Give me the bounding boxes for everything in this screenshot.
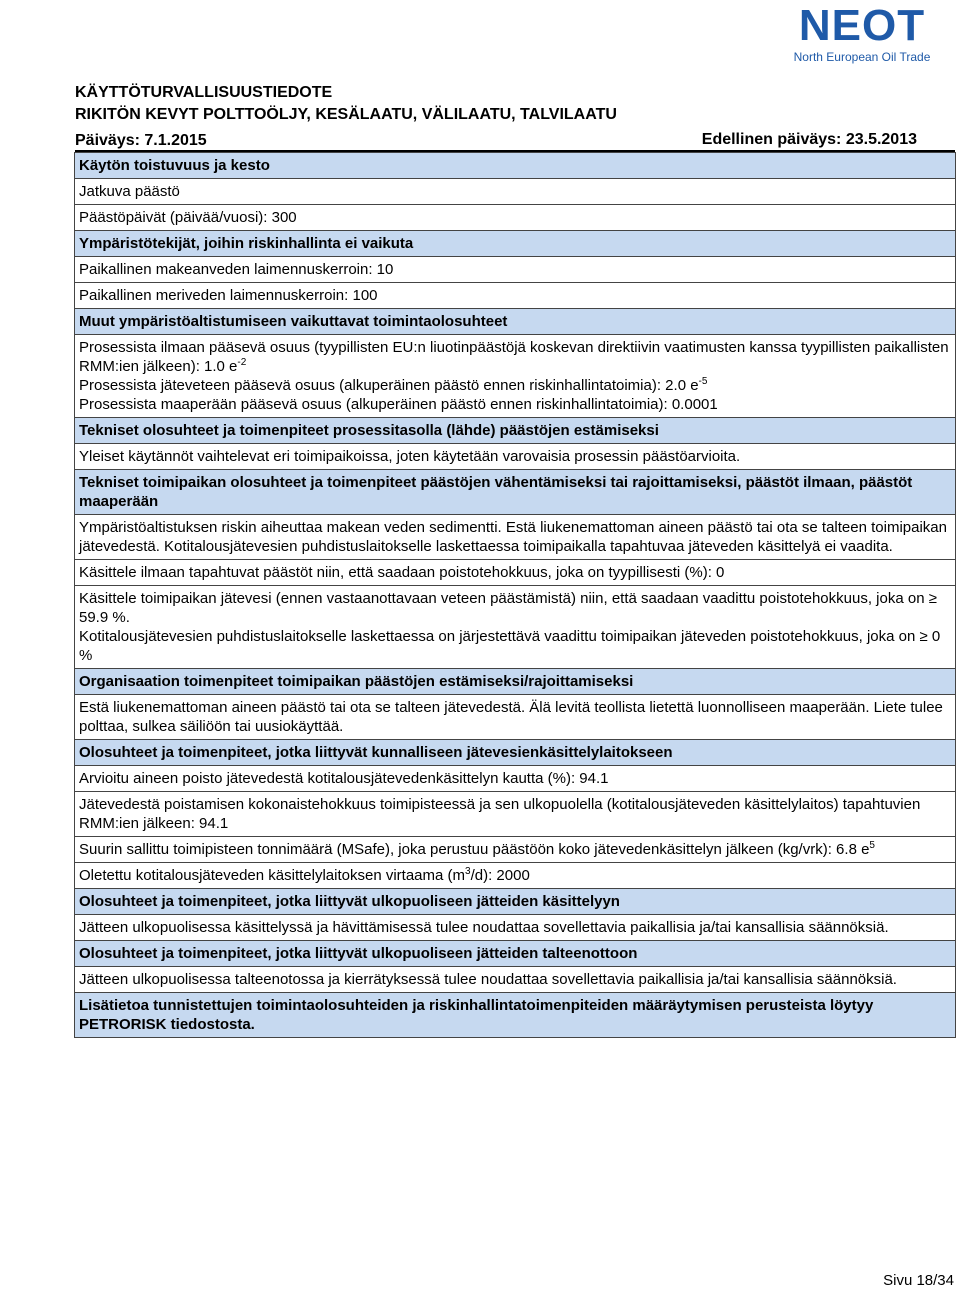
section-heading: Organisaation toimenpiteet toimipaikan päästöjen estämiseksi/rajoittamiseksi [75,669,956,695]
release-water-text: Prosessista jäteveteen pääsevä osuus (alkuperäinen päästö ennen riskinhallintatoimia): 2.0 e [79,377,699,394]
municipal-treatment-text: Kotitalousjätevesien puhdistuslaitokselle laskettaessa on järjestettävä vaadittu toimipaikan jäteveden poistotehokkuus, joka on ≥ 0 % [79,628,941,664]
table-cell [75,335,956,418]
date: Päiväys: 7.1.2015 [75,132,207,149]
release-air-text: Prosessista ilmaan pääsevä osuus (tyypillisten EU:n liuotinpäästöjä koskevan direktiivin vaatimusten kanssa tyypillisten paikallisten RMM:ien jälkeen): 1.0 e [79,339,949,375]
flow-text: Oletettu kotitalousjäteveden käsittelylaitoksen virtaama (m [79,867,466,884]
section-heading: Tekniset toimipaikan olosuhteet ja toimenpiteet päästöjen vähentämiseksi tai rajoittamiseksi, päästöt ilmaan, päästöt maaperään [75,470,956,515]
table-cell: Yleiset käytännöt vaihtelevat eri toimipaikoissa, joten käytetään varovaisia prosessin päästöarvioita. [75,444,956,470]
table-cell: Ympäristöaltistuksen riskin aiheuttaa makean veden sedimentti. Estä liukenemattoman aineen päästö tai ota se talteen toimipaikan jätevedestä. Kotitalousjätevesien puhdistuslaitokselle laskettaessa toimipaikalla tapahtuvaa jäteveden käsittelyä ei vaadita. [75,515,956,560]
product-name: RIKITÖN KEVYT POLTTOÖLJY, KESÄLAATU, VÄLILAATU, TALVILAATU [75,106,617,123]
neot-logo [792,1,932,68]
section-heading: Muut ympäristöaltistumiseen vaikuttavat toimintaolosuhteet [75,309,956,335]
logo-tagline: North European Oil Trade [793,50,931,64]
table-cell: Jätevedestä poistamisen kokonaistehokkuus toimipisteessä ja sen ulkopuolella (kotitalousjäteveden käsittelylaitos) tapahtuvien RMM:ien jälkeen: 94.1 [75,792,956,837]
logo-word: NEOT [798,1,926,50]
table-cell: Estä liukenemattoman aineen päästö tai ota se talteen jätevedestä. Älä levitä teollista lietettä luonnolliseen maaperään. Liete tulee polttaa, sulkea säiliöön tai uusiokäyttää. [75,695,956,740]
section-heading: Olosuhteet ja toimenpiteet, jotka liittyvät kunnalliseen jätevesienkäsittelylaitokseen [75,740,956,766]
page-number: Sivu 18/34 [883,1272,954,1289]
table-cell [75,586,956,669]
table-cell: Jätteen ulkopuolisessa käsittelyssä ja hävittämisessä tulee noudattaa sovellettavia paikallisia ja/tai kansallisia säännöksiä. [75,915,956,941]
section-heading: Lisätietoa tunnistettujen toimintaolosuhteiden ja riskinhallintatoimenpiteiden määräytymisen perusteista löytyy PETRORISK tiedostosta. [75,993,956,1038]
table-cell: Käsittele ilmaan tapahtuvat päästöt niin, että saadaan poistotehokkuus, joka on tyypillisesti (%): 0 [75,560,956,586]
msafe-text: Suurin sallittu toimipisteen tonnimäärä (MSafe), joka perustuu päästöön koko jätevedenkäsittelyn jälkeen (kg/vrk): 6.8 e [79,841,870,858]
doc-type: KÄYTTÖTURVALLISUUSTIEDOTE [75,84,333,101]
table-cell: Jatkuva päästö [75,179,956,205]
table-cell [75,837,956,863]
release-soil-text: Prosessista maaperään pääsevä osuus (alkuperäinen päästö ennen riskinhallintatoimia): 0.0001 [79,396,718,413]
exponent: 5 [869,840,875,851]
table-cell: Paikallinen meriveden laimennuskerroin: 100 [75,283,956,309]
exposure-scenario-table [74,152,956,1038]
flow-text-end: /d): 2000 [470,867,530,884]
section-heading: Olosuhteet ja toimenpiteet, jotka liittyvät ulkopuoliseen jätteiden käsittelyyn [75,889,956,915]
exponent: -5 [698,376,708,387]
table-cell: Arvioitu aineen poisto jätevedestä kotitalousjätevedenkäsittelyn kautta (%): 94.1 [75,766,956,792]
table-cell: Jätteen ulkopuolisessa talteenotossa ja kierrätyksessä tulee noudattaa sovellettavia paikallisia ja/tai kansallisia säännöksiä. [75,967,956,993]
section-heading: Ympäristötekijät, joihin riskinhallinta ei vaikuta [75,231,956,257]
section-heading: Tekniset olosuhteet ja toimenpiteet prosessitasolla (lähde) päästöjen estämiseksi [75,418,956,444]
table-cell [75,863,956,889]
exponent: -2 [237,357,247,368]
section-heading: Käytön toistuvuus ja kesto [75,153,956,179]
wastewater-treatment-text: Käsittele toimipaikan jätevesi (ennen vastaanottavaan veteen päästämistä) niin, että saadaan vaadittu poistotehokkuus, joka on ≥ 59.9 %. [79,590,937,626]
table-cell: Päästöpäivät (päivää/vuosi): 300 [75,205,956,231]
section-heading: Olosuhteet ja toimenpiteet, jotka liittyvät ulkopuoliseen jätteiden talteenottoon [75,941,956,967]
previous-date: Edellinen päiväys: 23.5.2013 [701,131,917,148]
exponent: 3 [465,866,471,877]
table-cell: Paikallinen makeanveden laimennuskerroin: 10 [75,257,956,283]
